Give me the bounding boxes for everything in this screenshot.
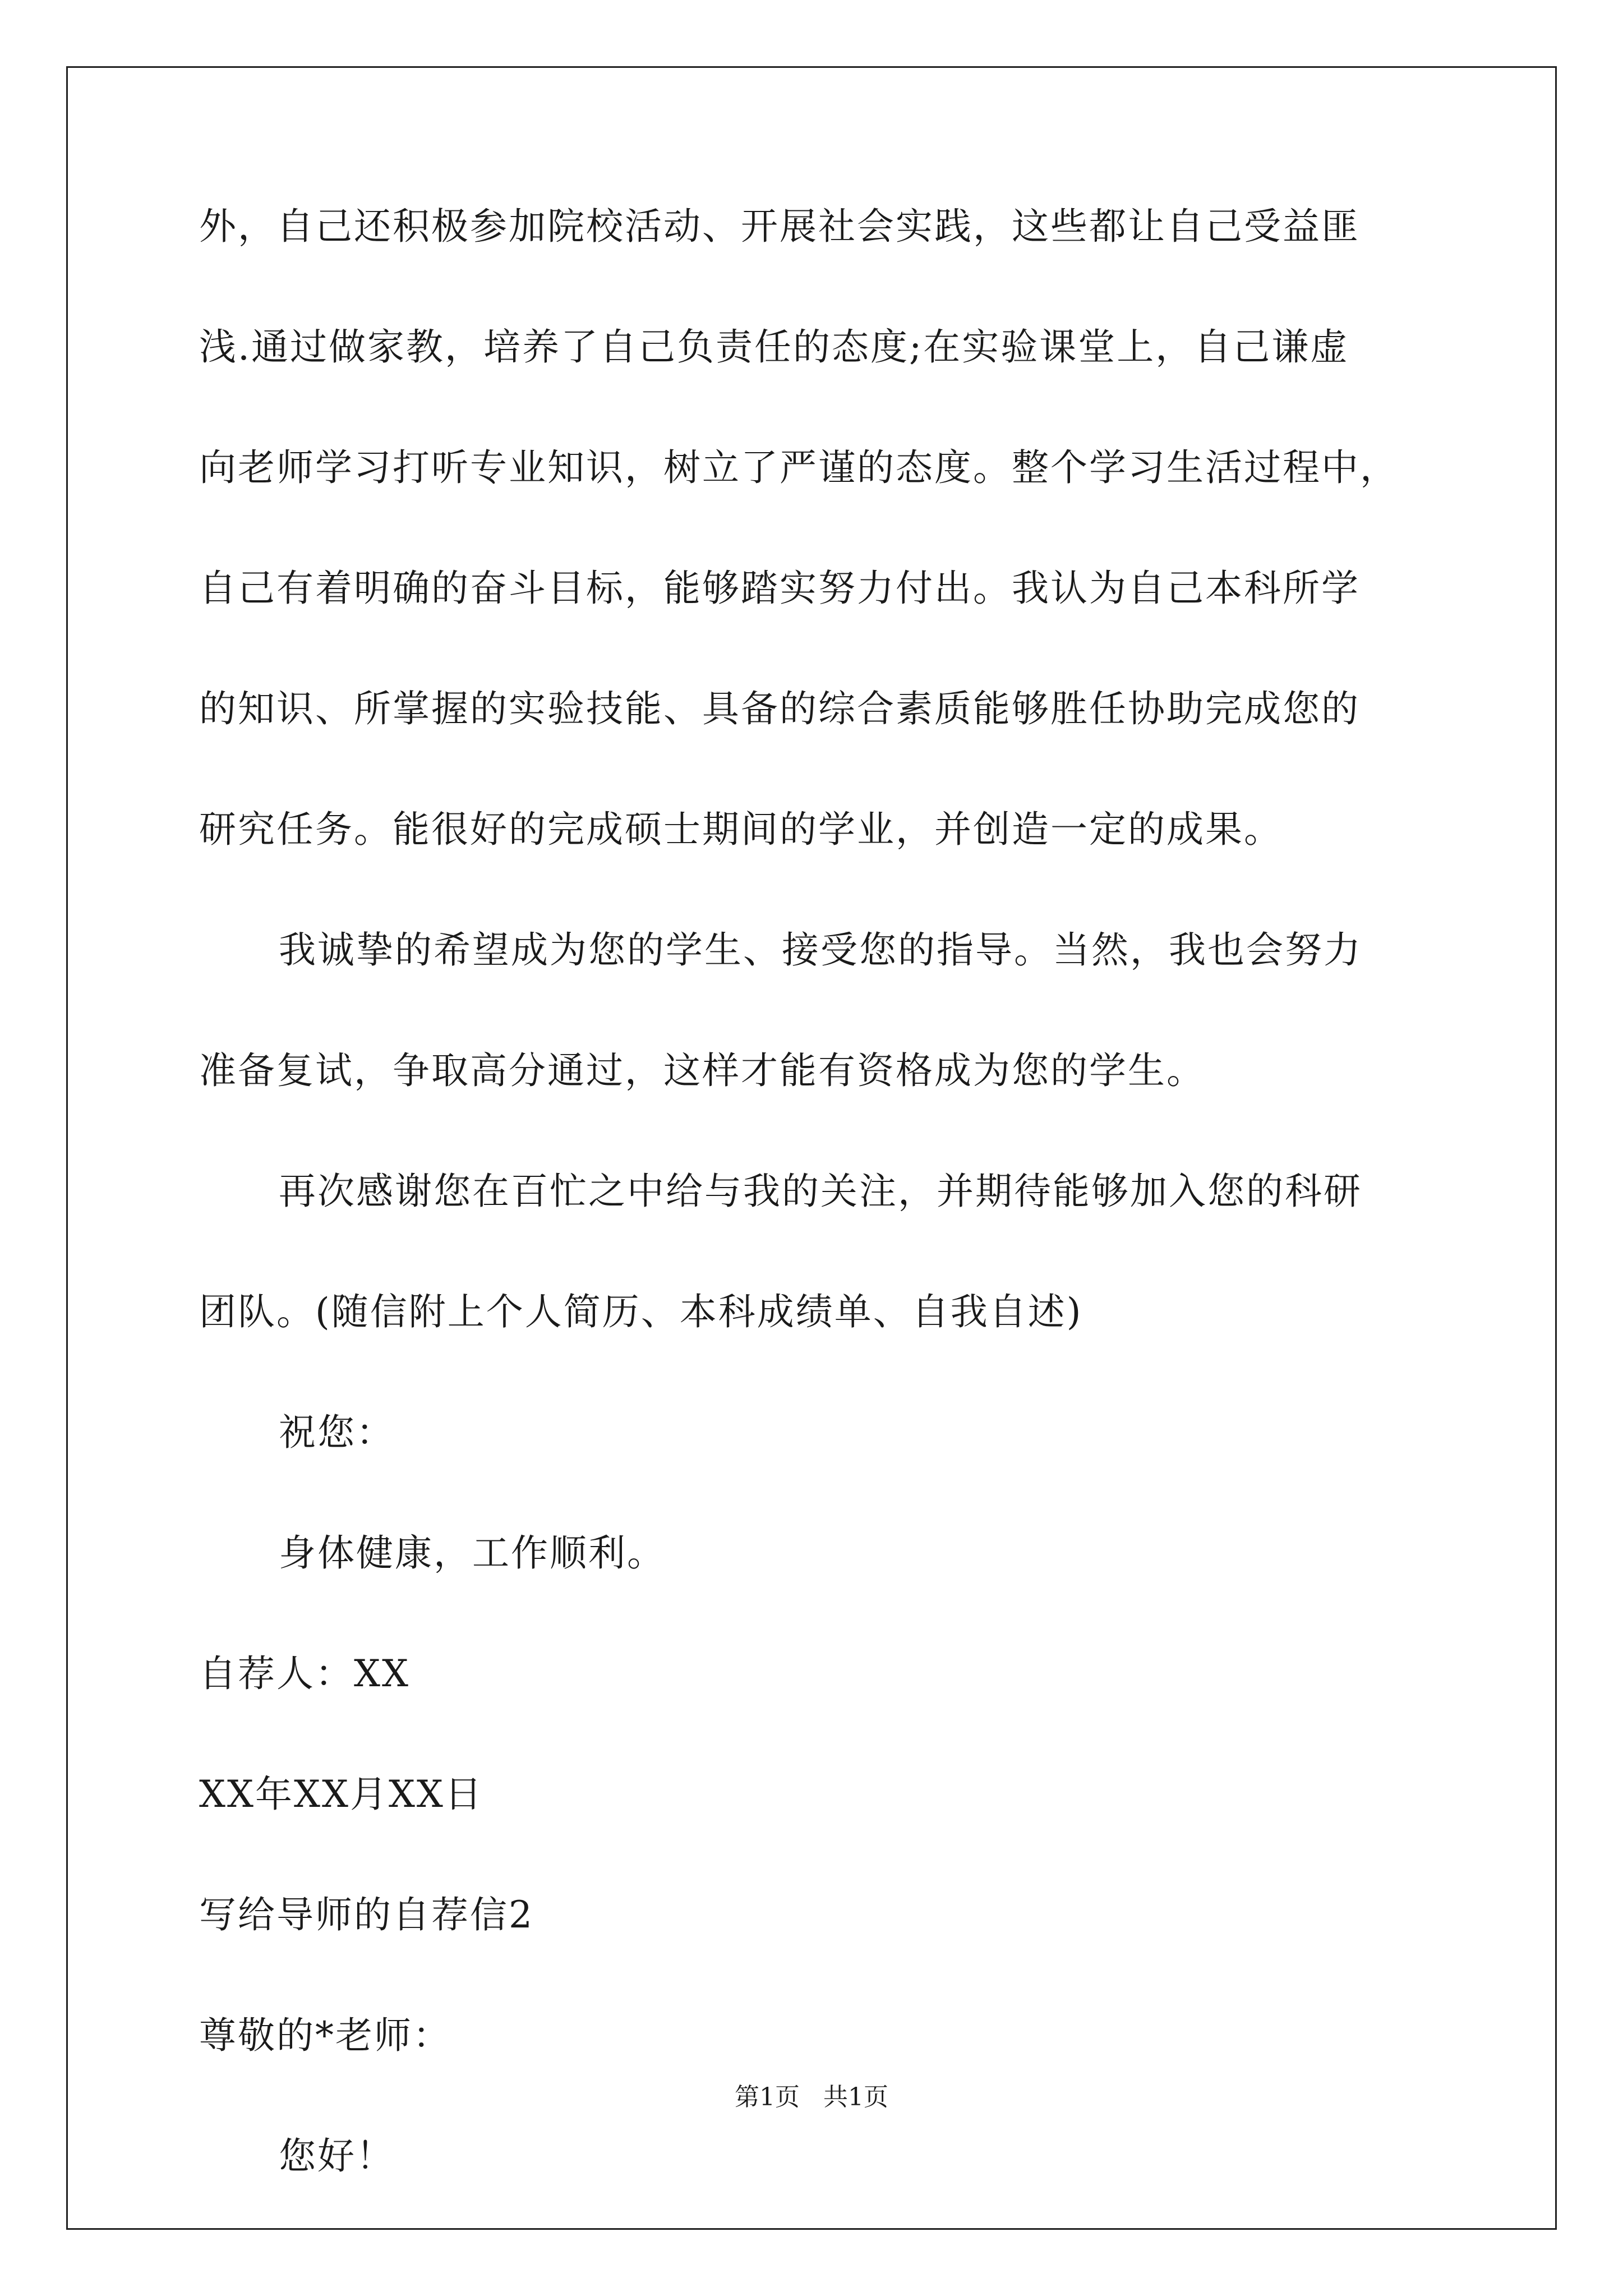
greeting-line: 您好！	[279, 2134, 395, 2178]
body-line: 向老师学习打听专业知识，树立了严谨的态度。整个学习生活过程中，	[199, 446, 1399, 489]
body-line: 团队。(随信附上个人简历、本科成绩单、自我自述)	[199, 1290, 1083, 1333]
page-footer: 第1页 共1页	[735, 2083, 888, 2111]
body-line: 的知识、所掌握的实验技能、具备的综合素质能够胜任协助完成您的	[199, 687, 1360, 730]
body-line: 浅.通过做家教，培养了自己负责任的态度;在实验课堂上，自己谦虚	[199, 325, 1349, 369]
body-line: 研究任务。能很好的完成硕士期间的学业，并创造一定的成果。	[199, 808, 1283, 851]
salutation-line: 祝您：	[279, 1411, 395, 1454]
section-heading: 写给导师的自荐信2	[199, 1893, 534, 1936]
document-body	[199, 206, 1444, 2257]
body-line: 外，自己还积极参加院校活动、开展社会实践，这些都让自己受益匪	[199, 205, 1360, 248]
signature-line: 自荐人：XX	[199, 1652, 410, 1695]
greeting-line: 尊敬的*老师：	[199, 2014, 451, 2057]
paragraph-line: 再次感谢您在百忙之中给与我的关注，并期待能够加入您的科研	[279, 1170, 1362, 1213]
wishes-line: 身体健康，工作顺利。	[279, 1531, 666, 1575]
paragraph-line: 我诚挚的希望成为您的学生、接受您的指导。当然，我也会努力	[279, 928, 1362, 972]
body-line: 准备复试，争取高分通过，这样才能有资格成为您的学生。	[199, 1049, 1205, 1092]
body-line: 自己有着明确的奋斗目标，能够踏实努力付出。我认为自己本科所学	[199, 567, 1360, 610]
date-line: XX年XX月XX日	[199, 1773, 483, 1816]
